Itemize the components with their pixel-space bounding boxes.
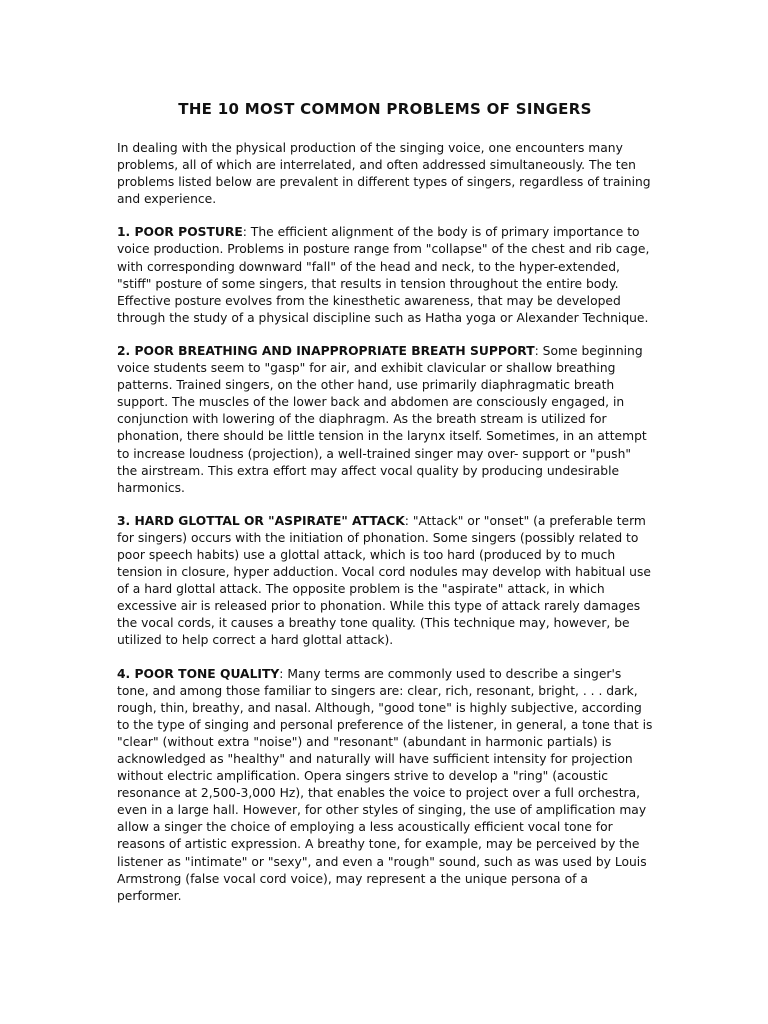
section-poor-breathing bbox=[117, 343, 653, 497]
section-hard-glottal-attack bbox=[117, 513, 653, 650]
section-body: : Many terms are commonly used to describe a singer's tone, and among those familiar to singers are: clear, rich, resonant, bright, . . . dark, rough, thin, breathy, and nasal. Although, "good tone" is highly subjective, according to the type of singing and personal preference of the listener, in general, a tone that is "clear" (without extra "noise") and "resonant" (abundant in harmonic partials) is acknowledged as "healthy" and naturally will have sufficient intensity for projection without electric amplification. Opera singers strive to develop a "ring" (acoustic resonance at 2,500-3,000 Hz), that enables the voice to project over a full orchestra, even in a large hall. However, for other styles of singing, the use of amplification may allow a singer the choice of employing a less acoustically efficient vocal tone for reasons of artistic expression. A breathy tone, for example, may be perceived by the listener as "intimate" or "sexy", and even a "rough" sound, such as was used by Louis Armstrong (false vocal cord voice), may represent a the unique persona of a performer. bbox=[117, 666, 653, 903]
section-body: : "Attack" or "onset" (a preferable term for singers) occurs with the initiation of phonation. Some singers (possibly related to poor speech habits) use a glottal attack, which is too hard (produced by to much tension in closure, hyper adduction. Vocal cord nodules may develop with habitual use of a hard glottal attack. The opposite problem is the "aspirate" attack, in which excessive air is released prior to phonation. While this type of attack rarely damages the vocal cords, it causes a breathy tone quality. (This technique may, however, be utilized to help correct a hard glottal attack). bbox=[117, 513, 651, 648]
section-heading: 3. HARD GLOTTAL OR "ASPIRATE" ATTACK bbox=[117, 513, 405, 528]
section-body: : Some beginning voice students seem to "gasp" for air, and exhibit clavicular or shallow breathing patterns. Trained singers, on the other hand, use primarily diaphragmatic breath support. The muscles of the lower back and abdomen are consciously engaged, in conjunction with lowering of the diaphragm. As the breath stream is utilized for phonation, there should be little tension in the larynx itself. Sometimes, in an attempt to increase loudness (projection), a well-trained singer may over- support or "push" the airstream. This extra effort may affect vocal quality by producing undesirable harmonics. bbox=[117, 343, 647, 495]
section-heading: 2. POOR BREATHING AND INAPPROPRIATE BREATH SUPPORT bbox=[117, 343, 535, 358]
intro-paragraph: In dealing with the physical production of the singing voice, one encounters many problems, all of which are interrelated, and often addressed simultaneously. The ten problems listed below are prevalent in different types of singers, regardless of training and experience. bbox=[117, 141, 651, 207]
document-page bbox=[117, 100, 653, 921]
document-title: THE 10 MOST COMMON PROBLEMS OF SINGERS bbox=[178, 100, 592, 118]
section-heading: 4. POOR TONE QUALITY bbox=[117, 666, 280, 681]
section-body: : The efficient alignment of the body is of primary importance to voice production. Problems in posture range from "collapse" of the chest and rib cage, with corresponding downward "fall" of the head and neck, to the hyper-extended, "stiff" posture of some singers, that results in tension throughout the entire body. Effective posture evolves from the kinesthetic awareness, that may be developed through the study of a physical discipline such as Hatha yoga or Alexander Technique. bbox=[117, 225, 650, 325]
section-heading: 1. POOR POSTURE bbox=[117, 225, 243, 240]
section-poor-tone-quality bbox=[117, 666, 653, 905]
section-poor-posture bbox=[117, 224, 653, 327]
